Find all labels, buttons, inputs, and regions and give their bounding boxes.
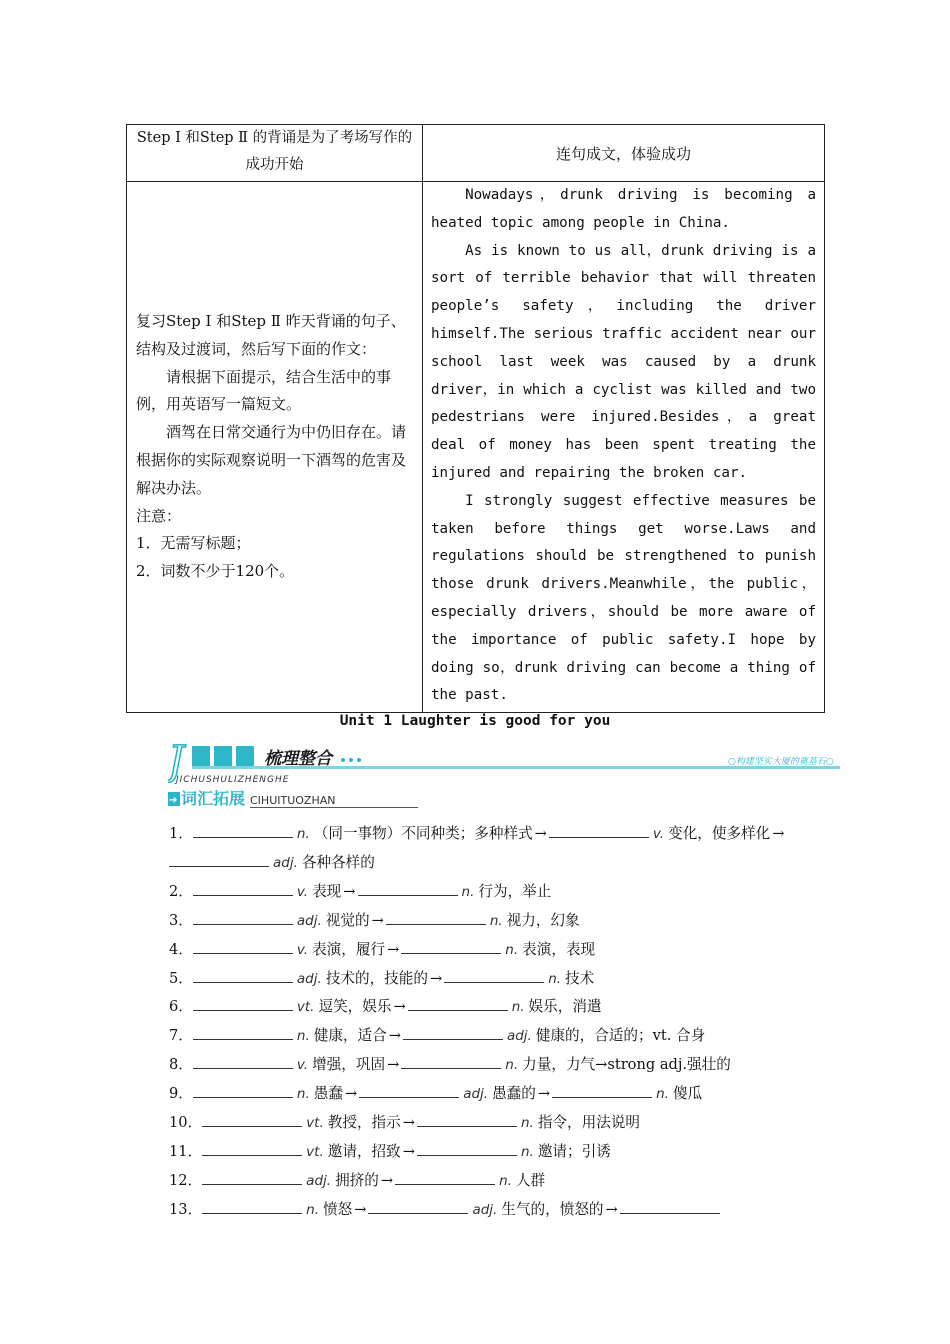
answer-blank[interactable] [202, 1199, 302, 1214]
meaning-text: 表演，履行 [312, 940, 386, 958]
vocab-item [137, 1022, 817, 1051]
vocab-number: 1． [169, 825, 193, 842]
meaning-text: 拥挤的 [335, 1171, 379, 1189]
answer-blank[interactable] [368, 1199, 468, 1214]
answer-blank[interactable] [193, 823, 293, 838]
meaning-text: 指令，用法说明 [537, 1114, 640, 1132]
vocab-item [137, 907, 817, 936]
part-of-speech: v. [296, 883, 309, 900]
answer-blank[interactable] [202, 1170, 302, 1185]
meaning-text: 傻瓜 [672, 1085, 703, 1103]
part-of-speech: v. [652, 826, 665, 842]
essay-paragraph: I strongly suggest effective measures be taken before things get worse.Laws and regulations should be strengthened to punish those drunk drivers.Meanwhile，the public，especially drivers，should be more aware of the importance of public safety.I hope by doing so，drunk driving can become a thing of the past. [431, 492, 816, 704]
essay-cell [423, 182, 825, 713]
part-of-speech: n. [461, 883, 475, 900]
part-of-speech: n. [306, 1201, 320, 1218]
arrow-icon: → [387, 1056, 400, 1074]
meaning-text: 娱乐，消遣 [528, 998, 602, 1016]
header-right-cell [423, 125, 825, 182]
svg-text:➔: ➔ [169, 795, 178, 806]
part-of-speech: n. [296, 1086, 310, 1103]
part-of-speech: vt. [296, 999, 315, 1016]
vocab-item [137, 878, 817, 907]
arrow-icon: → [402, 1142, 415, 1160]
answer-blank[interactable] [359, 1083, 459, 1098]
vocab-item [137, 1196, 817, 1225]
arrow-icon: → [371, 911, 384, 929]
arrow-icon: → [393, 998, 406, 1016]
part-of-speech: v. [296, 1057, 309, 1074]
answer-blank[interactable] [193, 939, 293, 954]
meaning-text: 力量，力气→strong adj.强壮的 [522, 1056, 731, 1074]
arrow-icon: → [380, 1171, 394, 1189]
instruction-line: 复习Step Ⅰ 和Step Ⅱ 昨天背诵的句子、结构及过渡词，然后写下面的作文： [136, 312, 406, 358]
vocab-number: 7． [169, 1027, 193, 1045]
meaning-text: 视力，幻象 [506, 911, 580, 929]
answer-blank[interactable] [620, 1199, 720, 1214]
meaning-text: 行为，举止 [478, 882, 552, 900]
part-of-speech: n. [520, 1143, 534, 1160]
meaning-text: 愤怒 [323, 1200, 353, 1218]
arrow-icon: → [429, 969, 443, 987]
header-left-cell [127, 125, 423, 182]
vocab-number: 4． [169, 940, 193, 958]
section-banner [168, 740, 840, 808]
part-of-speech: adj. [506, 1028, 532, 1045]
part-of-speech: vt. [306, 1115, 324, 1132]
vocab-list [137, 820, 817, 1225]
instruction-line: 1．无需写标题； [136, 534, 251, 553]
meaning-text: 增强，巩固 [312, 1056, 386, 1074]
part-of-speech: n. [505, 1057, 519, 1074]
meaning-text: 愚蠢 [313, 1085, 343, 1103]
answer-blank[interactable] [193, 881, 293, 896]
part-of-speech: n. [656, 1086, 669, 1103]
part-of-speech: adj. [472, 1201, 498, 1218]
vocab-item [137, 965, 817, 994]
answer-blank[interactable] [552, 1083, 652, 1098]
meaning-text: 愚蠢的 [492, 1085, 536, 1103]
essay-paragraph: As is known to us all，drunk driving is a sort of terrible behavior that will threaten people’s safety，including the driver himself.The serious traffic accident near our school last week was caused by a drunk driver，in which a cyclist was killed and two pedestrians were injured.Besides，a great deal of money has been spent treating the injured and repairing the broken car. [431, 242, 816, 481]
arrow-icon: → [772, 825, 785, 842]
part-of-speech: adj. [273, 854, 298, 871]
vocab-item [137, 1109, 817, 1138]
answer-blank[interactable] [417, 1112, 517, 1127]
answer-blank[interactable] [193, 968, 293, 983]
writing-table [126, 124, 825, 713]
meaning-text: 生气的，愤怒的 [501, 1200, 604, 1218]
part-of-speech: adj. [463, 1086, 489, 1103]
part-of-speech: n. [548, 970, 562, 987]
meaning-text: 邀请；引诱 [537, 1142, 611, 1160]
meaning-text: （同一事物）不同种类；多种样式 [313, 825, 533, 842]
instruction-line: 2．词数不少于120个。 [136, 562, 295, 581]
meaning-text: 技术 [565, 969, 595, 987]
vocab-number: 10． [169, 1114, 203, 1132]
header-right-text: 连句成文，体验成功 [555, 144, 691, 163]
instruction-line: 请根据下面提示，结合生活中的事例，用英语写一篇短文。 [136, 367, 392, 414]
answer-blank[interactable] [549, 823, 649, 838]
arrow-icon: → [402, 1114, 415, 1132]
vocab-item [137, 993, 817, 1022]
vocab-number: 12． [169, 1171, 203, 1189]
meaning-text: 健康的，合适的；vt. 合身 [535, 1027, 706, 1045]
arrow-icon: → [343, 882, 356, 900]
answer-blank[interactable] [169, 852, 269, 867]
vocab-number: 11． [169, 1142, 203, 1160]
answer-blank[interactable] [193, 996, 293, 1011]
unit-title: Unit 1 Laughter is good for you [339, 713, 611, 729]
arrow-icon: → [537, 1085, 551, 1103]
vocab-item [137, 1051, 817, 1080]
meaning-text: 表现 [312, 882, 342, 900]
part-of-speech: adj. [296, 970, 322, 987]
vocab-item [137, 820, 817, 878]
meaning-text: 各种各样的 [301, 853, 375, 871]
answer-blank[interactable] [401, 1054, 501, 1069]
arrow-icon: → [354, 1200, 367, 1218]
banner-logo-letter: J [168, 740, 185, 784]
instruction-line: 酒驾在日常交通行为中仍旧存在。请根据你的实际观察说明一下酒驾的危害及解决办法。 [136, 423, 407, 497]
answer-blank[interactable] [444, 968, 544, 983]
banner-slogan: ○构建坚实大厦的奠基石○ [728, 757, 834, 767]
meaning-text: 视觉的 [325, 911, 370, 929]
header-left-text: Step Ⅰ 和Step Ⅱ 的背诵是为了考场写作的成功开始 [136, 130, 413, 173]
vocab-number: 5． [169, 969, 193, 987]
vocab-number: 6． [169, 998, 193, 1016]
instructions-cell [127, 182, 423, 713]
answer-blank[interactable] [202, 1112, 302, 1127]
meaning-text: 表演，表现 [522, 940, 596, 958]
meaning-text: 变化，使多样化 [668, 825, 771, 842]
vocab-item [137, 1080, 817, 1109]
vocab-number: 8． [169, 1056, 193, 1074]
part-of-speech: v. [296, 941, 309, 958]
vocab-number: 2． [169, 882, 193, 900]
part-of-speech: n. [505, 941, 519, 958]
meaning-text: 逗笑，娱乐 [318, 998, 392, 1016]
answer-blank[interactable] [395, 1170, 495, 1185]
section-title: 词汇拓展 [181, 789, 246, 808]
vocab-number: 13． [169, 1200, 203, 1218]
answer-blank[interactable] [193, 1083, 293, 1098]
part-of-speech: adj. [296, 912, 322, 929]
essay-paragraph: Nowadays，drunk driving is becoming a heated topic among people in China. [431, 187, 816, 231]
part-of-speech: adj. [306, 1172, 332, 1189]
answer-blank[interactable] [408, 996, 508, 1011]
banner-pinyin: JICHUSHULIZHENGHE [176, 775, 290, 785]
arrow-icon: → [387, 940, 400, 958]
part-of-speech: n. [489, 912, 503, 929]
meaning-text: 人群 [515, 1171, 546, 1189]
answer-blank[interactable] [358, 881, 458, 896]
part-of-speech: vt. [306, 1143, 324, 1160]
part-of-speech: n. [296, 1028, 310, 1045]
answer-blank[interactable] [193, 1025, 293, 1040]
answer-blank[interactable] [401, 939, 501, 954]
banner-title: 梳理整合 [264, 749, 332, 769]
meaning-text: 健康，适合 [313, 1027, 387, 1045]
meaning-text: 技术的，技能的 [325, 969, 428, 987]
arrow-icon: → [605, 1200, 618, 1218]
meaning-text: 邀请，招致 [327, 1142, 401, 1160]
arrow-icon: → [534, 825, 547, 842]
answer-blank[interactable] [202, 1141, 302, 1156]
answer-blank[interactable] [417, 1141, 517, 1156]
section-pinyin: CIHUITUOZHAN [250, 794, 336, 807]
part-of-speech: n. [296, 826, 310, 842]
vocab-item [137, 1138, 817, 1167]
meaning-text: 教授，指示 [327, 1114, 401, 1132]
vocab-item [137, 1167, 817, 1196]
banner-graphic [168, 740, 840, 810]
answer-blank[interactable] [193, 1054, 293, 1069]
instruction-line: 注意： [136, 506, 182, 525]
answer-blank[interactable] [403, 1025, 503, 1040]
answer-blank[interactable] [386, 910, 486, 925]
answer-blank[interactable] [193, 910, 293, 925]
vocab-item [137, 936, 817, 965]
vocab-number: 9． [169, 1085, 193, 1103]
arrow-icon: → [344, 1085, 358, 1103]
part-of-speech: n. [511, 999, 525, 1016]
part-of-speech: n. [520, 1115, 534, 1132]
arrow-icon: → [388, 1027, 401, 1045]
part-of-speech: n. [499, 1172, 512, 1189]
vocab-number: 3． [169, 911, 193, 929]
